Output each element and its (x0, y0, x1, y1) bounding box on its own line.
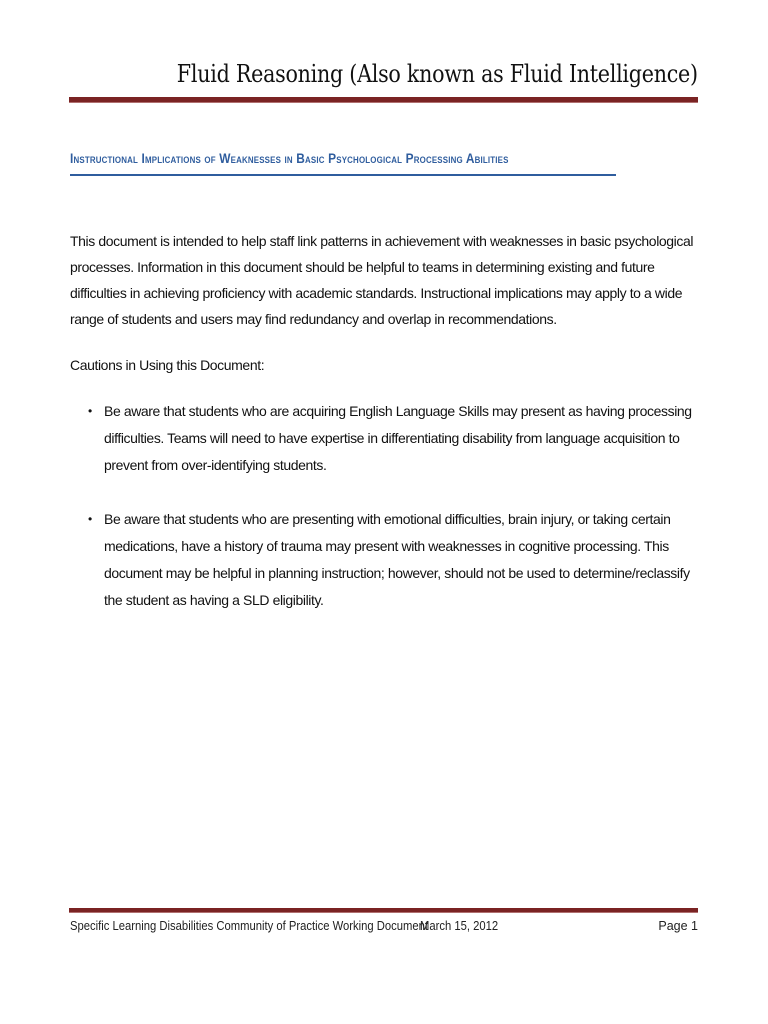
bullet-text: Be aware that students who are acquiring English Language Skills may present as having processing difficulties. Teams will need to have expertise in differentiating disability from language acquisition to prevent from over-identifying students. (104, 403, 692, 473)
bullet-marker: • (88, 404, 92, 418)
footer-page-number: Page 1 (658, 919, 698, 933)
footer-document-name: Specific Learning Disabilities Community of Practice Working Document (70, 919, 429, 933)
cautions-label: Cautions in Using this Document: (70, 357, 265, 373)
footer-date: March 15, 2012 (420, 919, 499, 933)
footer-divider (69, 908, 698, 913)
section-heading-underline (70, 174, 616, 176)
header-divider (69, 97, 698, 103)
section-heading: Instructional Implications of Weaknesses in Basic Psychological Processing Abilities (70, 151, 509, 166)
bullet-marker: • (88, 512, 92, 526)
intro-paragraph: This document is intended to help staff link patterns in achievement with weaknesses in basic psychological processes. Information in this document should be helpful to teams in determining existing and future difficulties in achieving proficiency with academic standards. Instructional implications may apply to a wide range of students and users may find redundancy and overlap in recommendations. (70, 233, 694, 327)
bullet-text: Be aware that students who are presenting with emotional difficulties, brain injury, or taking certain medications, have a history of trauma may present with weaknesses in cognitive processing. This document may be helpful in planning instruction; however, should not be used to determine/reclassify the student as having a SLD eligibility. (104, 511, 690, 608)
page-header-title: Fluid Reasoning (Also known as Fluid Intelligence) (177, 60, 698, 88)
